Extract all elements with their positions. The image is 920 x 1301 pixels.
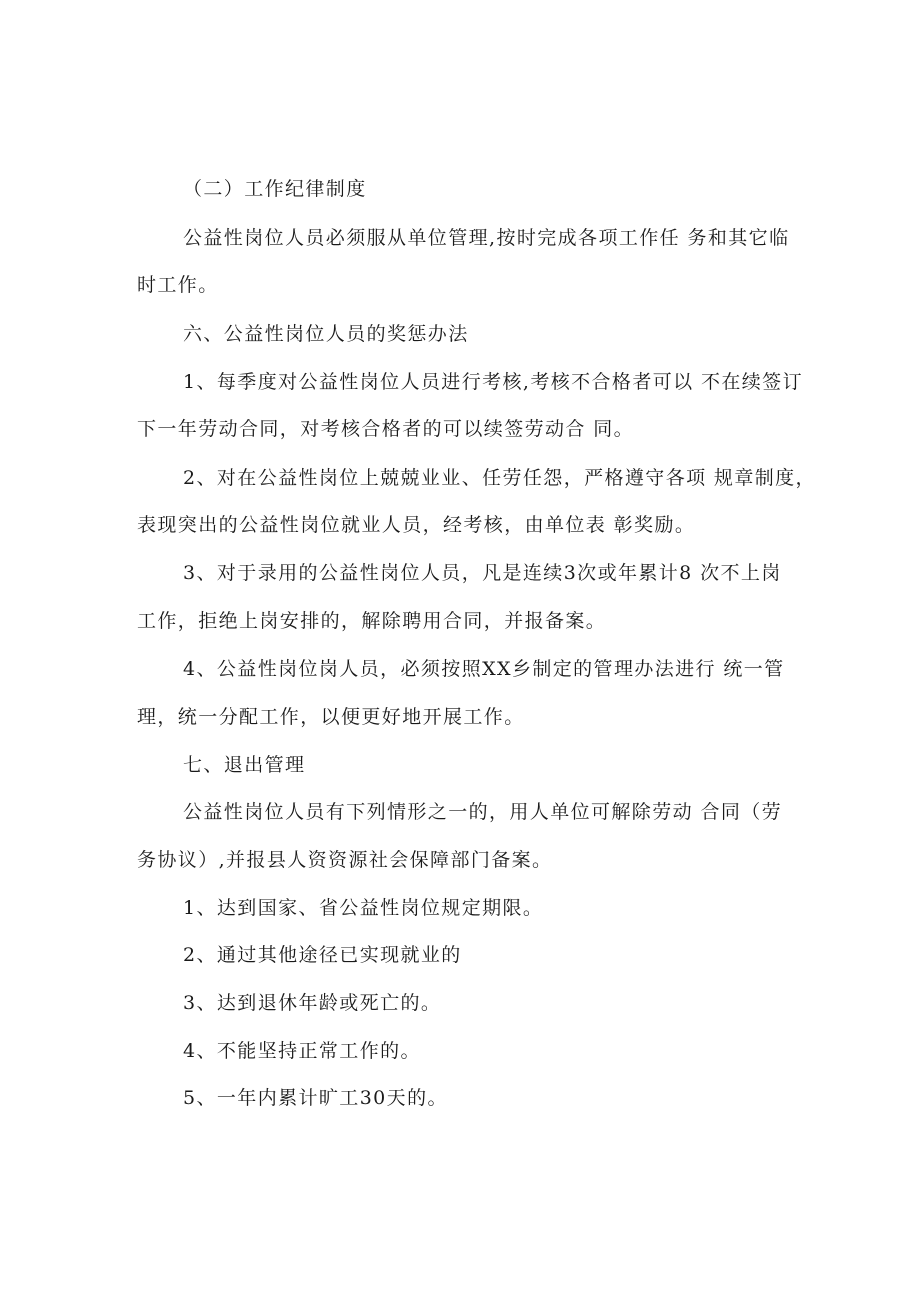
list-item-line: 下一年劳动合同，对考核合格者的可以续签劳动合 同。 xyxy=(137,418,635,440)
list-item-line: 1、达到国家、省公益性岗位规定期限。 xyxy=(183,897,544,919)
section-heading-exit-management: 七、退出管理 xyxy=(183,754,306,776)
list-item-line: 3、对于录用的公益性岗位人员，凡是连续3次或年累计8 次不上岗 xyxy=(183,562,782,584)
list-item-line: 5、一年内累计旷工30天的。 xyxy=(183,1087,448,1109)
paragraph-line: 公益性岗位人员必须服从单位管理,按时完成各项工作任 务和其它临 xyxy=(183,227,790,249)
list-item-line: 表现突出的公益性岗位就业人员，经考核，由单位表 彰奖励。 xyxy=(137,514,696,536)
paragraph-line: 时工作。 xyxy=(137,274,219,296)
list-item-line: 3、达到退休年龄或死亡的。 xyxy=(183,992,442,1014)
list-item-line: 工作，拒绝上岗安排的，解除聘用合同，并报备案。 xyxy=(137,610,607,632)
list-item-line: 1、每季度对公益性岗位人员进行考核,考核不合格者可以 不在续签订 xyxy=(183,371,803,393)
list-item-line: 2、通过其他途径已实现就业的 xyxy=(183,944,462,966)
list-item-line: 理，统一分配工作，以便更好地开展工作。 xyxy=(137,706,525,728)
list-item-line: 4、公益性岗位岗人员，必须按照XX乡制定的管理办法进行 统一管 xyxy=(183,658,785,680)
paragraph-line: 公益性岗位人员有下列情形之一的，用人单位可解除劳动 合同（劳 xyxy=(183,801,783,823)
paragraph-line: 务协议）,并报县人资资源社会保障部门备案。 xyxy=(137,849,553,871)
list-item-line: 2、对在公益性岗位上兢兢业业、任劳任怨，严格遵守各项 规章制度， xyxy=(183,467,816,489)
list-item-line: 4、不能坚持正常工作的。 xyxy=(183,1040,421,1062)
section-heading-rewards-penalties: 六、公益性岗位人员的奖惩办法 xyxy=(183,323,469,345)
section-heading-work-discipline: （二）工作纪律制度 xyxy=(183,178,367,200)
